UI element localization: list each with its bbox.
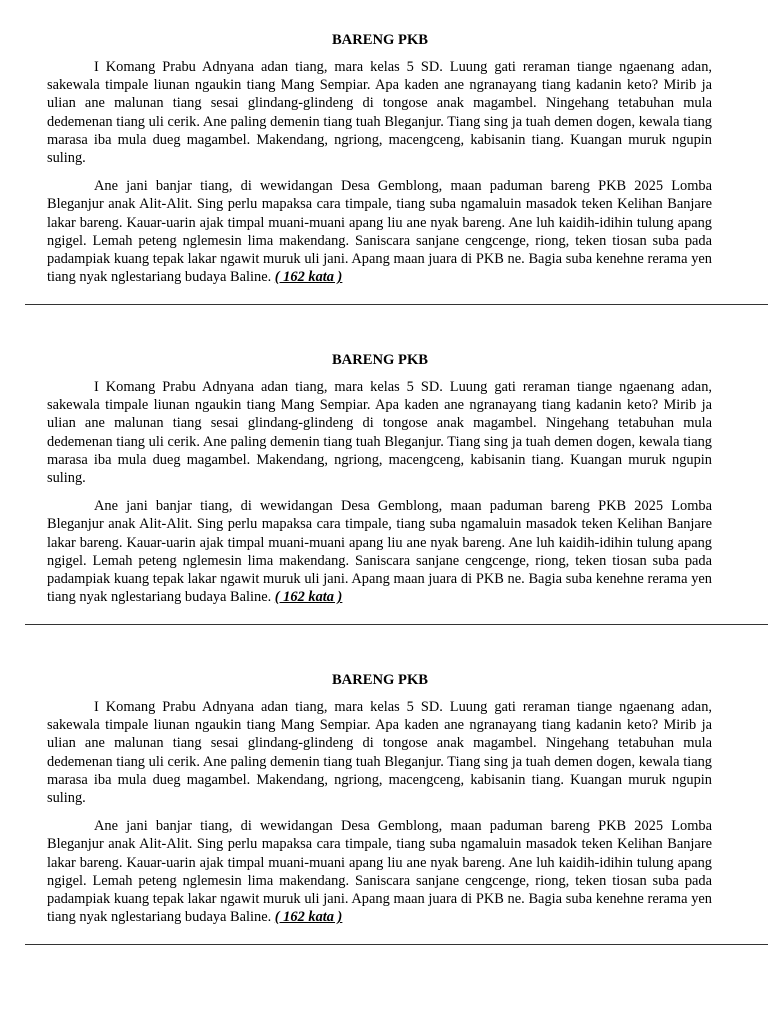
- paragraph-1: I Komang Prabu Adnyana adan tiang, mara kelas 5 SD. Luung gati reraman tiange ngaenang adan, sakewala timpale liunan ngaukin tiang Mang Sempiar. Apa kaden ane ngranayang tiang kadanin keto? Mirib ja ulian ane malunan tiang sesai glindang-glindeng di tongose anak magambel. Ningehang tetabuhan mula dedemenan tiang uli cerik. Ane paling demenin tiang tuah Bleganjur. Tiang sing ja tuah demen dogen, kewala tiang marasa iba mula dueg magambel. Makendang, ngriong, macengceng, kabisanin tiang. Kuangan muruk ngupin suling.: [47, 59, 712, 167]
- word-count: ( 162 kata ): [274, 909, 343, 926]
- section-divider: [25, 624, 768, 625]
- paragraph-2: [47, 817, 712, 926]
- section-title: BARENG PKB: [331, 672, 429, 688]
- text-section-2: [0, 320, 768, 640]
- section-title: BARENG PKB: [331, 352, 429, 368]
- section-body: [47, 58, 712, 296]
- paragraph-2-text: Ane jani banjar tiang, di wewidangan Desa Gemblong, maan paduman bareng PKB 2025 Lomba Bleganjur anak Alit-Alit. Sing perlu mapaksa cara timpale, tiang suba ngamaluin masadok teken Kelihan Banjare lakar bareng. Kauar-uarin ajak timpal muani-muani apang liu ane nyak bareng. Ane luh kaidih-idihin tulung apang ngigel. Lemah peteng nglemesin lima makendang. Saniscara sanjane cengcenge, riong, teken tiosan suba pada padampiak kuang tepak lakar ngawit muruk uli jani. Apang maan juara di PKB ne. Bagia suba kenehne rerama yen tiang nyak nglestariang budaya Baline.: [47, 498, 712, 606]
- paragraph-1: I Komang Prabu Adnyana adan tiang, mara kelas 5 SD. Luung gati reraman tiange ngaenang adan, sakewala timpale liunan ngaukin tiang Mang Sempiar. Apa kaden ane ngranayang tiang kadanin keto? Mirib ja ulian ane malunan tiang sesai glindang-glindeng di tongose anak magambel. Ningehang tetabuhan mula dedemenan tiang uli cerik. Ane paling demenin tiang tuah Bleganjur. Tiang sing ja tuah demen dogen, kewala tiang marasa iba mula dueg magambel. Makendang, ngriong, macengceng, kabisanin tiang. Kuangan muruk ngupin suling.: [47, 379, 712, 487]
- paragraph-2-text: Ane jani banjar tiang, di wewidangan Desa Gemblong, maan paduman bareng PKB 2025 Lomba Bleganjur anak Alit-Alit. Sing perlu mapaksa cara timpale, tiang suba ngamaluin masadok teken Kelihan Banjare lakar bareng. Kauar-uarin ajak timpal muani-muani apang liu ane nyak bareng. Ane luh kaidih-idihin tulung apang ngigel. Lemah peteng nglemesin lima makendang. Saniscara sanjane cengcenge, riong, teken tiosan suba pada padampiak kuang tepak lakar ngawit muruk uli jani. Apang maan juara di PKB ne. Bagia suba kenehne rerama yen tiang nyak nglestariang budaya Baline.: [47, 818, 712, 926]
- text-section-1: [0, 0, 768, 320]
- paragraph-2-text: Ane jani banjar tiang, di wewidangan Desa Gemblong, maan paduman bareng PKB 2025 Lomba Bleganjur anak Alit-Alit. Sing perlu mapaksa cara timpale, tiang suba ngamaluin masadok teken Kelihan Banjare lakar bareng. Kauar-uarin ajak timpal muani-muani apang liu ane nyak bareng. Ane luh kaidih-idihin tulung apang ngigel. Lemah peteng nglemesin lima makendang. Saniscara sanjane cengcenge, riong, teken tiosan suba pada padampiak kuang tepak lakar ngawit muruk uli jani. Apang maan juara di PKB ne. Bagia suba kenehne rerama yen tiang nyak nglestariang budaya Baline.: [47, 178, 712, 286]
- section-divider: [25, 304, 768, 305]
- paragraph-1: I Komang Prabu Adnyana adan tiang, mara kelas 5 SD. Luung gati reraman tiange ngaenang adan, sakewala timpale liunan ngaukin tiang Mang Sempiar. Apa kaden ane ngranayang tiang kadanin keto? Mirib ja ulian ane malunan tiang sesai glindang-glindeng di tongose anak magambel. Ningehang tetabuhan mula dedemenan tiang uli cerik. Ane paling demenin tiang tuah Bleganjur. Tiang sing ja tuah demen dogen, kewala tiang marasa iba mula dueg magambel. Makendang, ngriong, macengceng, kabisanin tiang. Kuangan muruk ngupin suling.: [47, 699, 712, 807]
- text-section-3: [0, 640, 768, 960]
- word-count: ( 162 kata ): [274, 269, 343, 286]
- section-body: [47, 698, 712, 936]
- section-title: BARENG PKB: [331, 32, 429, 48]
- paragraph-2: [47, 497, 712, 606]
- paragraph-2: [47, 177, 712, 286]
- word-count: ( 162 kata ): [274, 589, 343, 606]
- section-divider: [25, 944, 768, 945]
- section-body: [47, 378, 712, 616]
